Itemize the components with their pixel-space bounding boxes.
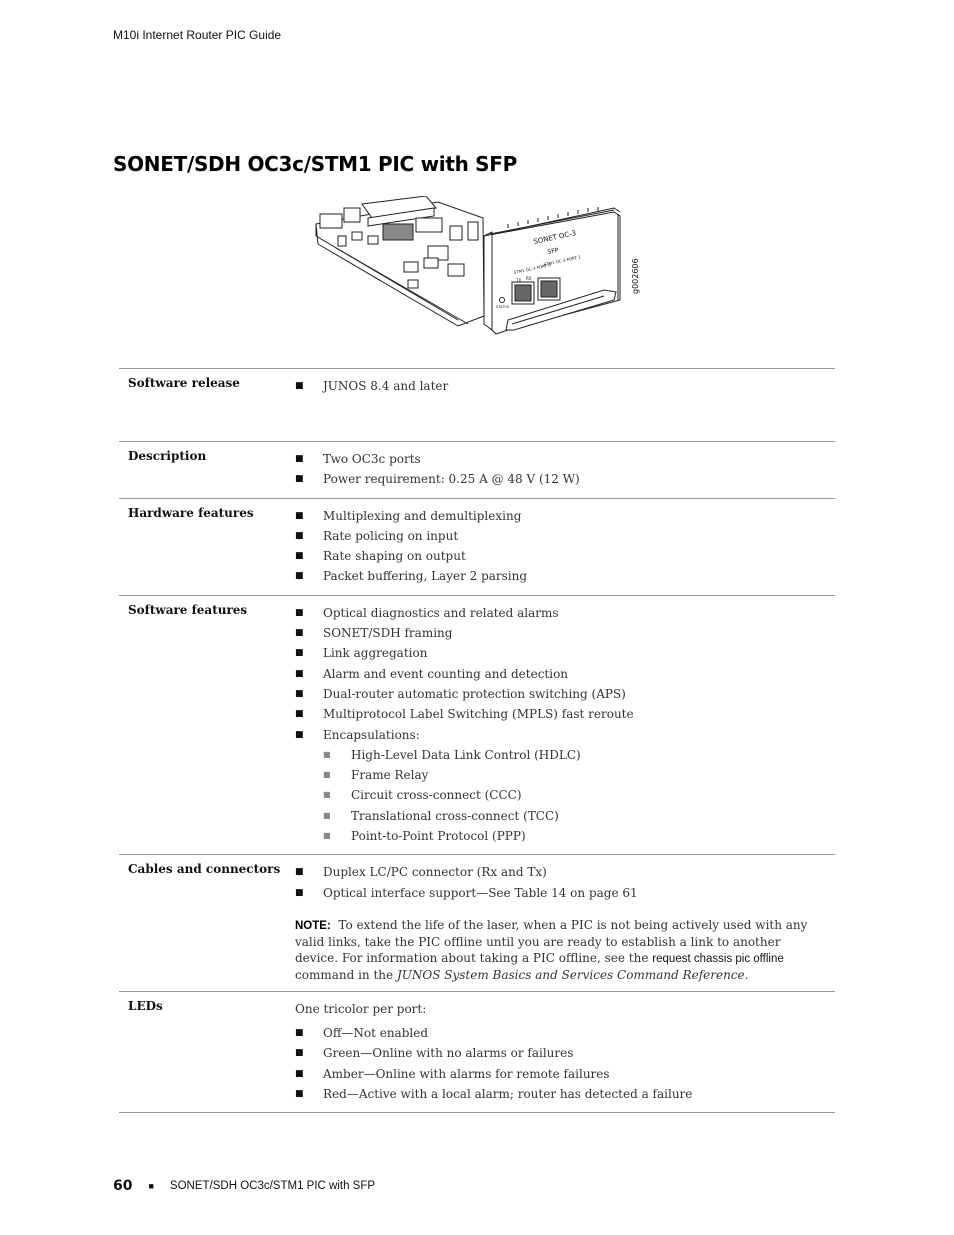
row-description bbox=[119, 442, 835, 499]
list-item: ■ Alarm and event counting and detection bbox=[295, 664, 835, 684]
list-item: ■ SONET/SDH framing bbox=[295, 623, 835, 643]
port0-label: STM1 OC-3 PORT 0 bbox=[513, 262, 552, 275]
row-leds bbox=[119, 992, 835, 1113]
leds-intro: One tricolor per port: bbox=[295, 1001, 427, 1016]
page-number: 60 bbox=[113, 1178, 133, 1194]
sub-list-item: ■ Circuit cross-connect (CCC) bbox=[323, 785, 835, 805]
row-label: Cables and connectors bbox=[128, 862, 281, 877]
note-text-2: command in the bbox=[295, 967, 394, 982]
row-label: Hardware features bbox=[128, 505, 254, 520]
list-item: ■ Off—Not enabled bbox=[295, 1023, 835, 1043]
row-software-features bbox=[119, 596, 835, 856]
list-item: ■ JUNOS 8.4 and later bbox=[295, 376, 835, 396]
row-label: Software release bbox=[128, 376, 240, 390]
bullet-list bbox=[295, 862, 835, 903]
row-label: LEDs bbox=[128, 998, 163, 1013]
list-item: ■ Dual-router automatic protection switching (APS) bbox=[295, 684, 835, 704]
row-software-release bbox=[119, 369, 835, 442]
port1-label: STM1 OC-3 PORT 1 bbox=[543, 254, 582, 267]
page-footer bbox=[113, 1178, 375, 1194]
list-item: ■ Red—Active with a local alarm; router has detected a failure bbox=[295, 1084, 835, 1104]
list-item: ■ Power requirement: 0.25 A @ 48 V (12 W) bbox=[295, 469, 835, 489]
list-item: ■ Two OC3c ports bbox=[295, 449, 835, 469]
row-hardware-features bbox=[119, 499, 835, 596]
list-item: ■ Link aggregation bbox=[295, 643, 835, 663]
list-item: ■ Rate shaping on output bbox=[295, 546, 835, 566]
port0-tx-label: TX bbox=[516, 278, 522, 283]
bullet-list bbox=[295, 449, 835, 490]
list-item: ■ Amber—Online with alarms for remote failures bbox=[295, 1064, 835, 1084]
page-title: SONET/SDH OC3c/STM1 PIC with SFP bbox=[113, 152, 518, 176]
running-header: M10i Internet Router PIC Guide bbox=[113, 28, 282, 42]
bullet-list bbox=[295, 1023, 835, 1104]
status-label: STATUS bbox=[496, 305, 510, 309]
row-label: Software features bbox=[128, 602, 248, 617]
bullet-list bbox=[295, 603, 835, 745]
spec-table bbox=[119, 368, 835, 1113]
faceplate-label: SONET OC-3 bbox=[532, 229, 577, 246]
note-command: request chassis pic offline bbox=[652, 952, 784, 965]
port0-rx-label: RX bbox=[526, 276, 532, 281]
list-item: ■ Optical diagnostics and related alarms bbox=[295, 603, 835, 623]
list-item: ■ Rate policing on input bbox=[295, 526, 835, 546]
sub-list-item: ■ Point-to-Point Protocol (PPP) bbox=[323, 826, 835, 846]
list-item: ■ Encapsulations: bbox=[295, 725, 835, 745]
row-label: Description bbox=[128, 449, 207, 463]
list-item: ■ Green—Online with no alarms or failures bbox=[295, 1043, 835, 1063]
row-cables-and-connectors bbox=[119, 855, 835, 992]
note-end: . bbox=[744, 967, 749, 982]
sub-list-item: ■ High-Level Data Link Control (HDLC) bbox=[323, 745, 835, 765]
list-item: ■ Optical interface support—See Table 14 on page 61 bbox=[295, 883, 835, 903]
laser-note bbox=[295, 917, 835, 983]
sub-list-item: ■ Frame Relay bbox=[323, 765, 835, 785]
bullet-list bbox=[295, 506, 835, 587]
list-item: ■ Multiprotocol Label Switching (MPLS) fast reroute bbox=[295, 704, 835, 724]
list-item: ■ Packet buffering, Layer 2 parsing bbox=[295, 566, 835, 586]
footer-separator-icon: ■ bbox=[148, 1181, 154, 1191]
sub-bullet-list bbox=[323, 745, 835, 846]
list-item: ■ Duplex LC/PC connector (Rx and Tx) bbox=[295, 862, 835, 882]
bullet-list bbox=[295, 376, 835, 396]
footer-section-title: SONET/SDH OC3c/STM1 PIC with SFP bbox=[169, 1180, 376, 1192]
note-text: To extend the life of the laser, when a PIC is not being actively used with any valid links, take the PIC offline until you are ready to establish a link to another device. For information about taking a PIC offline, see the bbox=[295, 917, 808, 965]
pic-illustration bbox=[308, 196, 648, 341]
note-label: NOTE: bbox=[295, 919, 331, 932]
note-reference: JUNOS System Basics and Services Command Reference bbox=[396, 967, 745, 982]
figure-id: g002606 bbox=[631, 258, 640, 294]
sub-list-item: ■ Translational cross-connect (TCC) bbox=[323, 806, 835, 826]
list-item: ■ Multiplexing and demultiplexing bbox=[295, 506, 835, 526]
faceplate-sublabel: SFP bbox=[546, 246, 560, 256]
